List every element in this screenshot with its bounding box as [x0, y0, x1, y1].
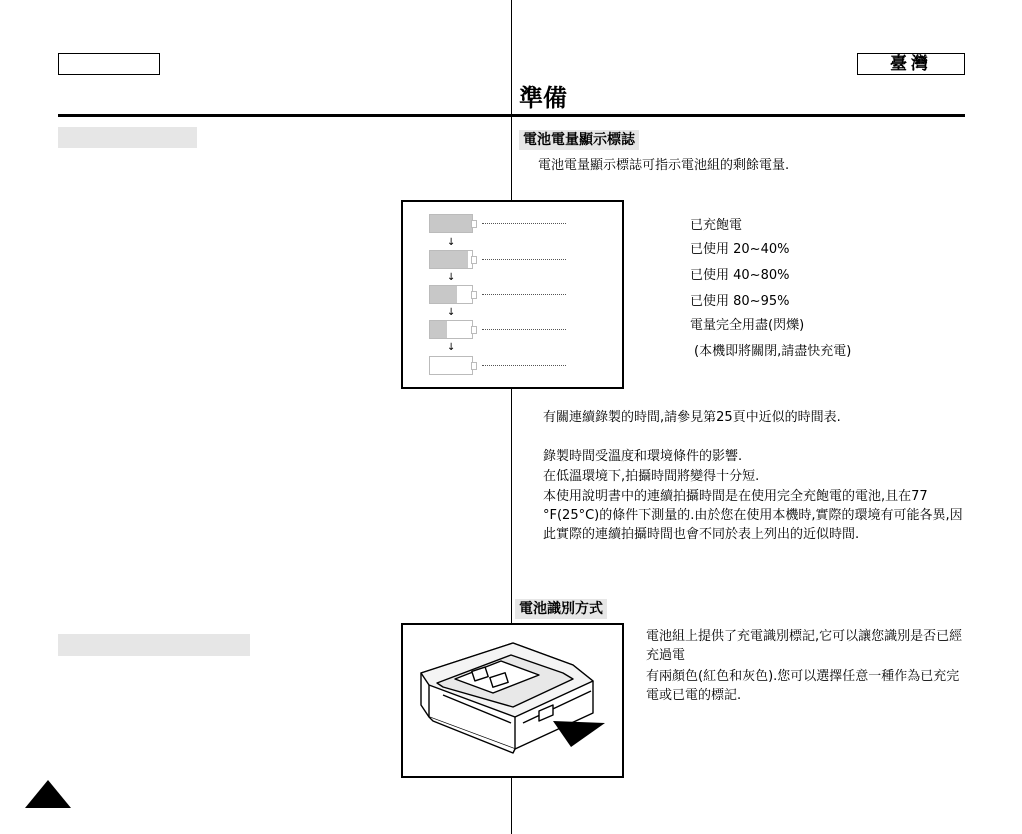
level-label-80-95: 已使用 80~95% [690, 294, 790, 309]
page-corner-triangle-icon [25, 780, 71, 808]
leader-line [482, 259, 566, 260]
note-line-2: 在低溫環境下,拍攝時間將變得十分短. [543, 469, 760, 484]
battery-icon-empty [429, 356, 473, 375]
down-arrow-icon: ↓ [447, 342, 456, 353]
page-title: 準備 [519, 84, 567, 112]
leader-line [482, 223, 566, 224]
battery-id-heading: 電池識別方式 [515, 599, 607, 619]
battery-icon-level-3 [429, 285, 473, 304]
battery-pack-illustration [403, 625, 622, 776]
level-label-40-80: 已使用 40~80% [690, 268, 790, 283]
title-rule [58, 114, 965, 117]
language-box-taiwan: 臺灣 [857, 53, 965, 75]
level-label-note: (本機即將關閉,請盡快充電) [694, 344, 852, 359]
leader-line [482, 329, 566, 330]
down-arrow-icon: ↓ [447, 307, 456, 318]
battery-indicator-intro: 電池電量顯示標誌可指示電池組的剩餘電量. [538, 158, 790, 173]
level-label-20-40: 已使用 20~40% [690, 242, 790, 257]
left-section-bar-2 [58, 634, 250, 656]
battery-icon-level-4 [429, 320, 473, 339]
left-section-bar-1 [58, 127, 197, 148]
battery-pack-figure [401, 623, 624, 778]
leader-line [482, 294, 566, 295]
down-arrow-icon: ↓ [447, 272, 456, 283]
battery-id-text-1: 電池組上提供了充電識別標記,它可以讓您識別是否已經充過電 [646, 629, 963, 663]
battery-id-text-2: 有兩顏色(紅色和灰色).您可以選擇任意一種作為已充完電或已電的標記. [646, 669, 960, 703]
language-box-left [58, 53, 160, 75]
recording-time-reference: 有關連續錄製的時間,請參見第25頁中近似的時間表. [543, 410, 841, 425]
leader-line [482, 365, 566, 366]
level-label-empty: 電量完全用盡(閃爍) [690, 318, 805, 333]
note-line-1: 錄製時間受溫度和環境條件的影響. [543, 449, 743, 464]
note-paragraph: 本使用說明書中的連續拍攝時間是在使用完全充飽電的電池,且在77 °F(25°C)的條件下測量的.由於您在使用本機時,實際的環境有可能各異,因此實際的連續拍攝時間也會不同於表上列出的近似時間. [543, 489, 963, 542]
battery-level-figure [401, 200, 624, 389]
battery-icon-level-2 [429, 250, 473, 269]
down-arrow-icon: ↓ [447, 237, 456, 248]
battery-indicator-heading: 電池電量顯示標誌 [519, 130, 639, 150]
battery-icon-full [429, 214, 473, 233]
level-label-full: 已充飽電 [690, 218, 743, 233]
